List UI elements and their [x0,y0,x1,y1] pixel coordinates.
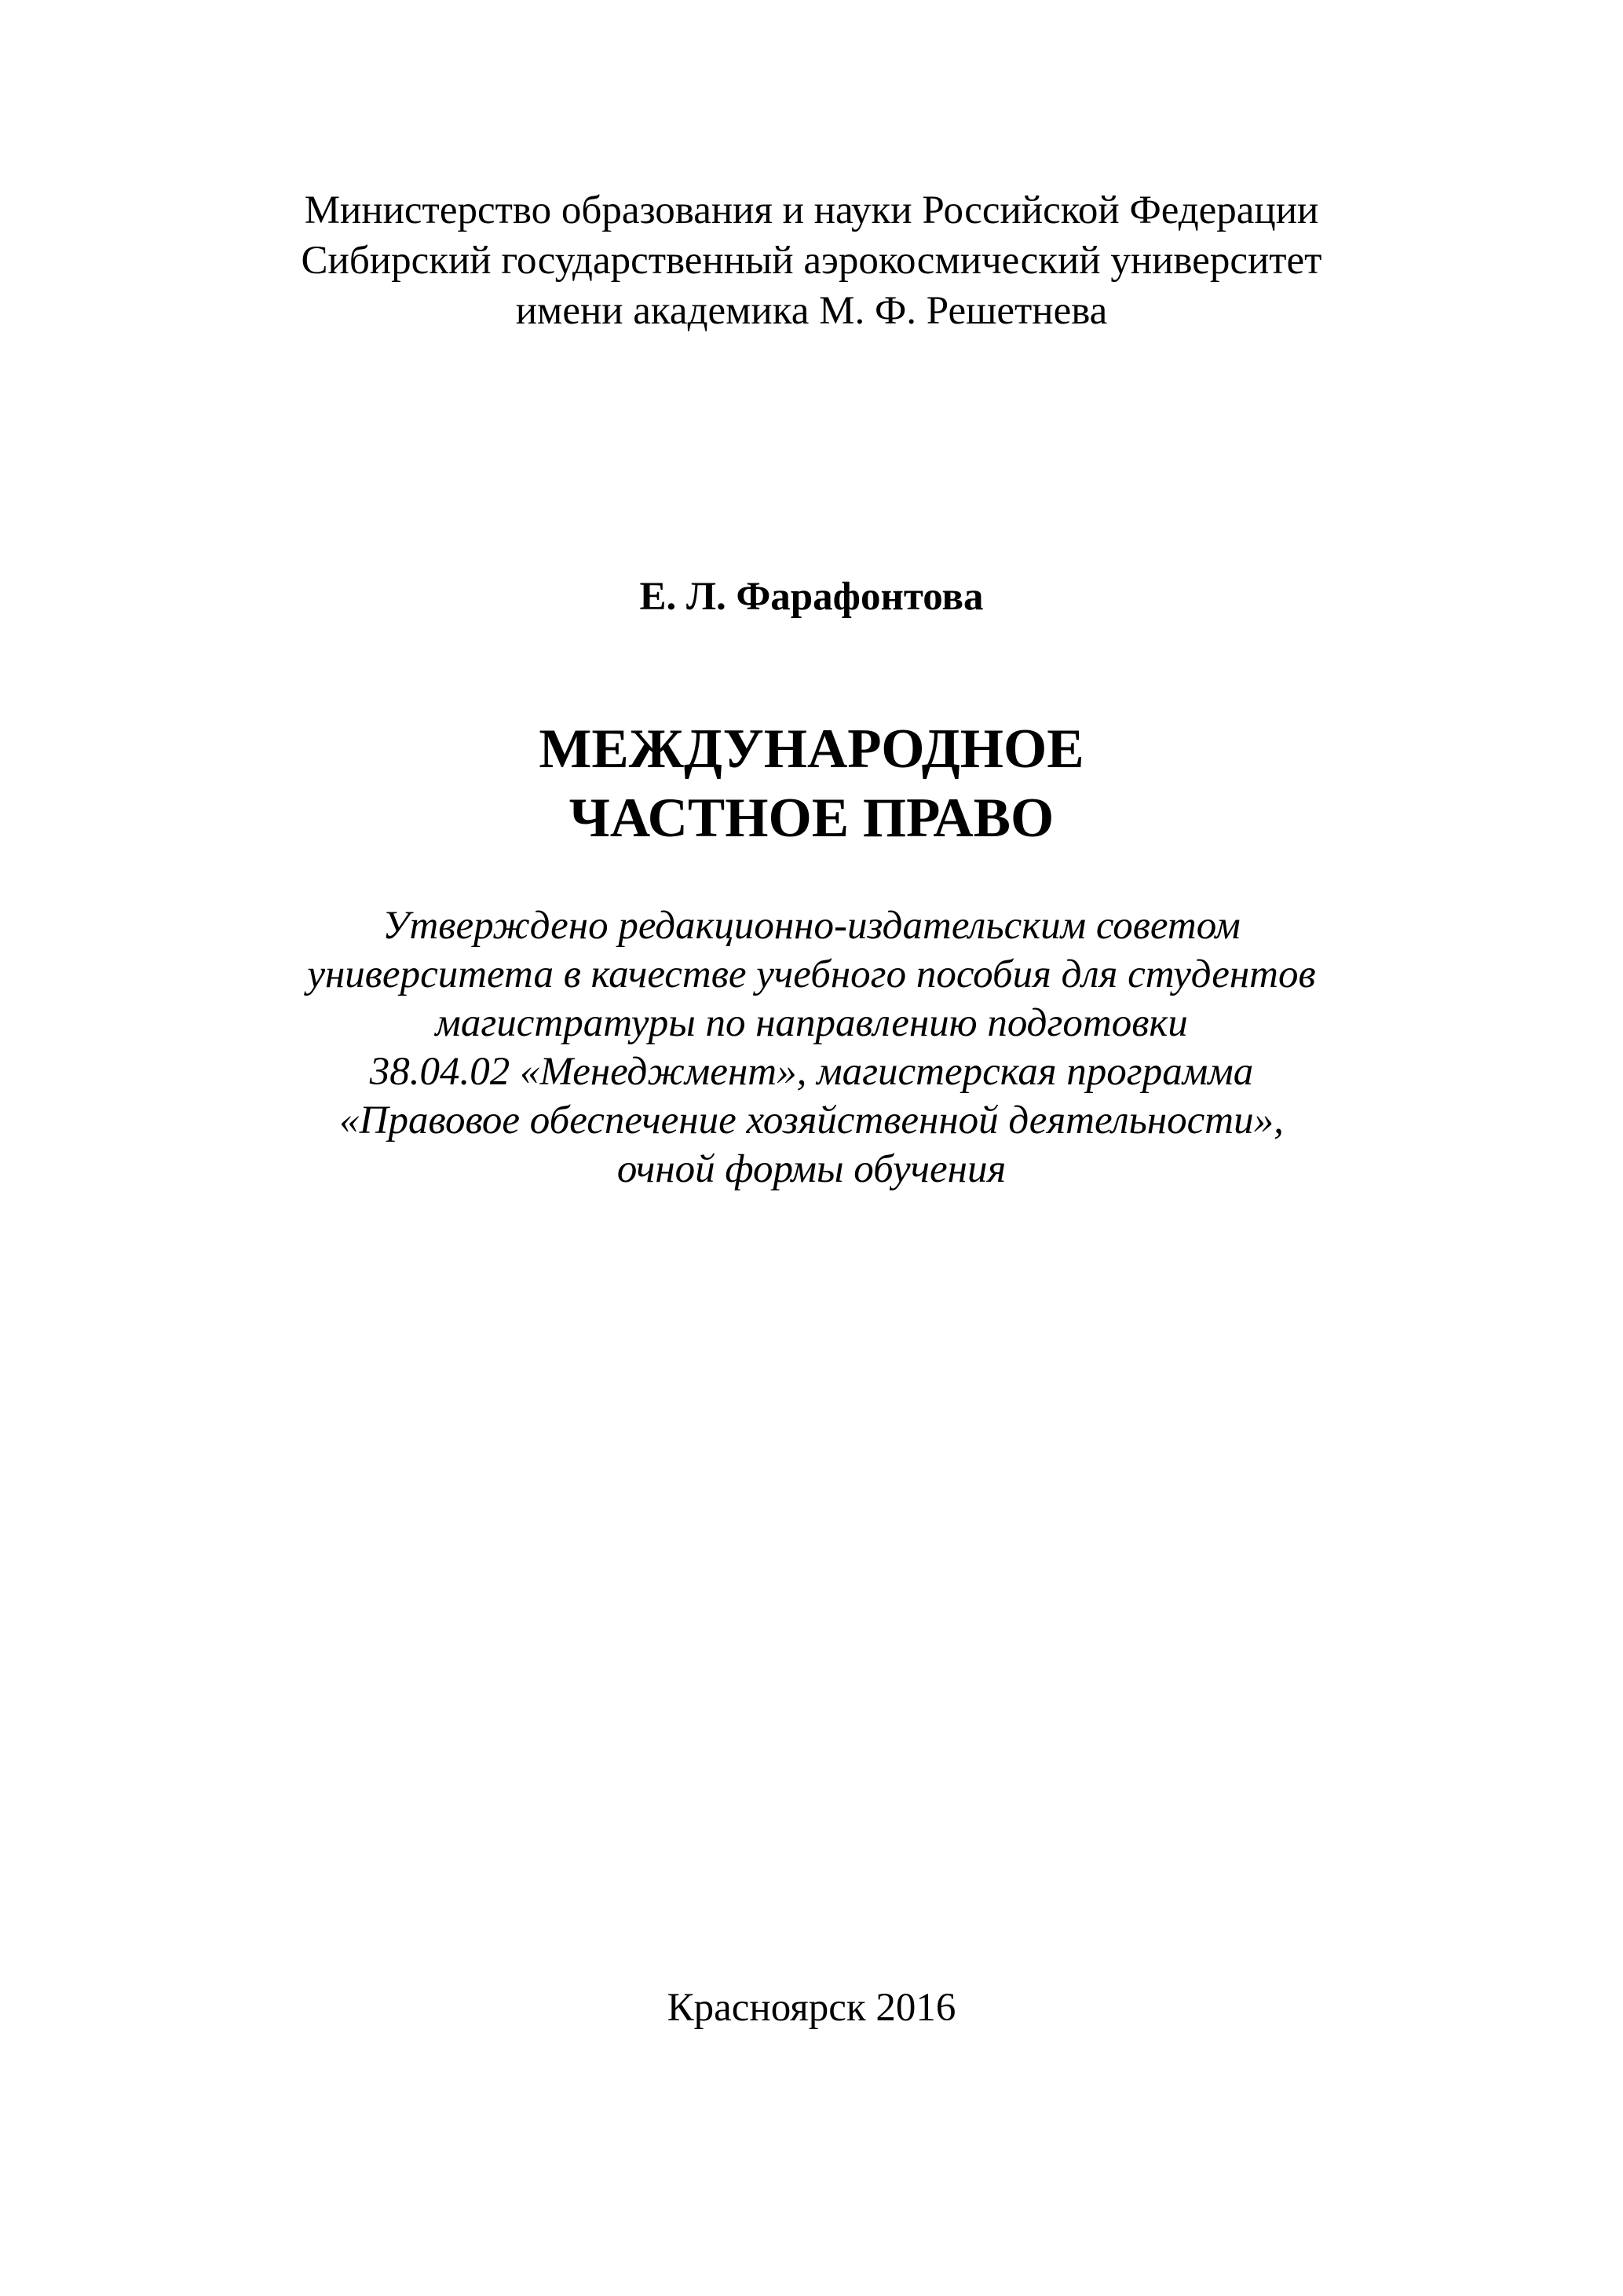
author-line: Е. Л. Фарафонтова [639,575,984,619]
publication-place-year [0,1983,1623,2033]
city-year-line: Красноярск 2016 [667,1986,956,2030]
approval-line-6: очной формы обучения [616,1147,1007,1191]
institution-header [0,185,1623,336]
title-line-1: МЕЖДУНАРОДНОЕ [539,718,1084,780]
title-line-2: ЧАСТНОЕ ПРАВО [568,788,1055,849]
approval-line-1: Утверждено редакционно-издательским советом [382,904,1241,948]
university-name-line: имени академика М. Ф. Решетнева [515,289,1108,333]
document-title [0,715,1623,853]
approval-statement [0,901,1623,1194]
ministry-line: Министерство образования и науки Российской Федерации [304,188,1319,232]
approval-line-2: университета в качестве учебного пособия для студентов [307,952,1316,996]
author-name [0,572,1623,622]
approval-line-3: магистратуры по направлению подготовки [435,1001,1188,1045]
university-line: Сибирский государственный аэрокосмический университет [301,239,1322,283]
approval-line-5: «Правовое обеспечение хозяйственной деятельности», [339,1099,1284,1143]
approval-line-4: 38.04.02 «Менеджмент», магистерская программа [369,1050,1254,1094]
